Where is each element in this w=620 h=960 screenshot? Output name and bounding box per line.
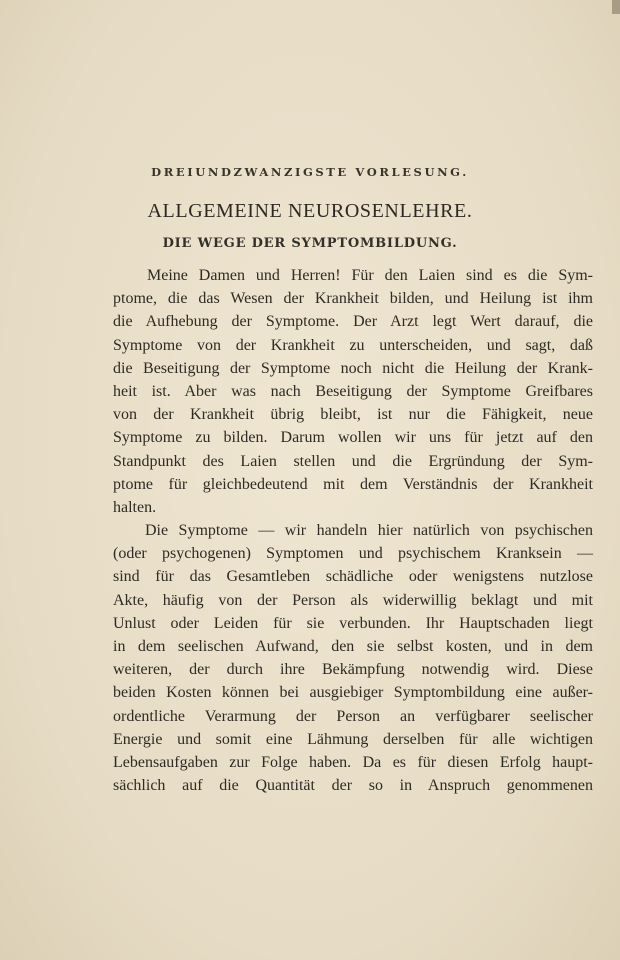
text-line: beiden Kosten können bei ausgiebiger Symptombildung eine außer-	[113, 684, 593, 702]
text-line: Unlust oder Leiden für sie verbunden. Ihr Hauptschaden liegt	[113, 614, 593, 632]
text-line: Meine Damen und Herren! Für den Laien sind es die Sym-	[147, 267, 593, 284]
chapter-subtitle: DIE WEGE DER SYMPTOMBILDUNG.	[162, 236, 458, 251]
text-line: Symptome von der Krankheit zu unterscheiden, und sagt, daß	[113, 336, 593, 354]
body-text	[113, 264, 593, 797]
text-line: sächlich auf die Quantität der so in Anspruch genommenen	[113, 777, 593, 795]
text-line: Standpunkt des Laien stellen und die Ergründung der Sym-	[113, 452, 593, 470]
chapter-title: ALLGEMEINE NEUROSENLEHRE.	[147, 200, 473, 222]
text-line: ordentliche Verarmung der Person an verfügbarer seelischer	[113, 707, 593, 725]
text-line: Akte, häufig von der Person als widerwillig beklagt und mit	[113, 591, 593, 609]
text-line: sind für das Gesamtleben schädliche oder wenigstens nutzlose	[113, 568, 593, 586]
text-line: (oder psychogenen) Symptomen und psychischem Kranksein —	[113, 545, 593, 563]
text-line: Lebensaufgaben zur Folge haben. Da es für diesen Erfolg haupt-	[113, 753, 593, 771]
text-line: heit ist. Aber was nach Beseitigung der Symptome Greifbares	[113, 382, 593, 400]
text-line: Energie und somit eine Lähmung derselben für alle wichtigen	[113, 730, 593, 748]
text-line: ptome für gleichbedeutend mit dem Verständnis der Krankheit	[113, 475, 593, 493]
text-line: halten.	[113, 498, 157, 516]
text-line: von der Krankheit übrig bleibt, ist nur die Fähigkeit, neue	[113, 406, 593, 424]
text-line: Die Symptome — wir handeln hier natürlich von psychischen	[145, 522, 593, 540]
text-line: Symptome zu bilden. Darum wollen wir uns für jetzt auf den	[113, 429, 593, 447]
text-line: ptome, die das Wesen der Krankheit bilden, und Heilung ist ihm	[113, 290, 593, 308]
page-corner-mark	[612, 0, 620, 14]
lecture-heading: DREIUNDZWANZIGSTE VORLESUNG.	[151, 165, 469, 179]
text-line: weiteren, der durch ihre Bekämpfung notwendig wird. Diese	[113, 661, 593, 679]
text-line: die Aufhebung der Symptome. Der Arzt legt Wert darauf, die	[113, 313, 593, 331]
text-line: die Beseitigung der Symptome noch nicht die Heilung der Krank-	[113, 359, 593, 377]
text-line: in dem seelischen Aufwand, den sie selbst kosten, und in dem	[113, 638, 593, 655]
